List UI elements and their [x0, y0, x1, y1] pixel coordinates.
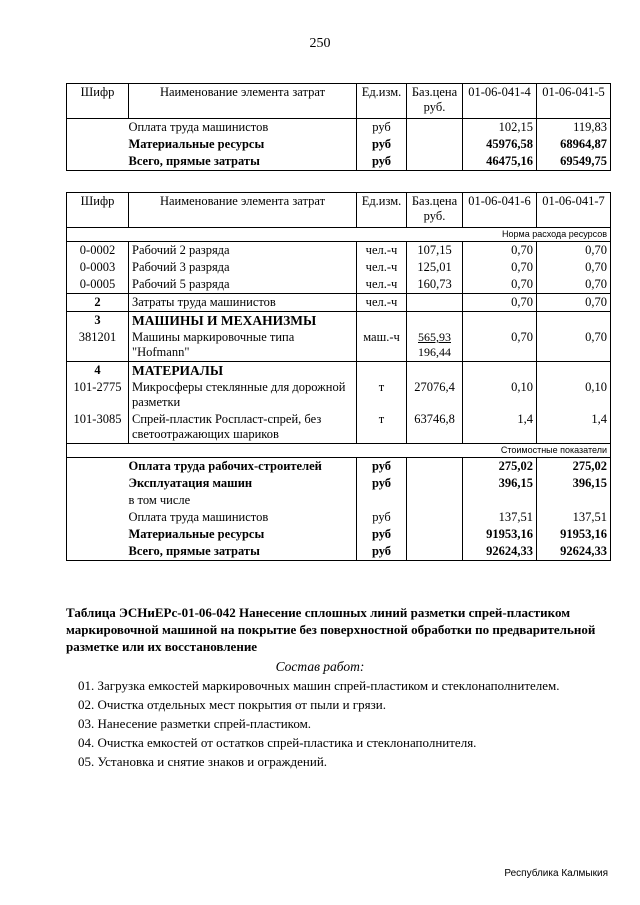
table-row	[67, 136, 611, 153]
row-price: 160,73	[407, 276, 463, 294]
row-unit: чел.-ч	[357, 294, 407, 312]
list-item: 03. Нанесение разметки спрей-пластиком.	[78, 716, 312, 731]
row-value-2: 396,15	[537, 475, 611, 492]
row-value-2: 275,02	[537, 458, 611, 476]
header-unit: Ед.изм.	[357, 193, 407, 228]
row-name: Затраты труда машинистов	[129, 294, 357, 312]
row-value-1: 102,15	[463, 119, 537, 137]
row-value-1: 1,4	[463, 411, 537, 444]
row-unit: маш.-ч	[357, 329, 407, 362]
row-value-1: 91953,16	[463, 526, 537, 543]
section-row	[67, 362, 611, 380]
row-value-2: 92624,33	[537, 543, 611, 561]
row-value-2	[537, 492, 611, 509]
table-row	[67, 329, 611, 362]
row-name: Всего, прямые затраты	[129, 543, 357, 561]
row-name: Оплата труда машинистов	[128, 120, 269, 134]
norm-label: Норма расхода ресурсов	[67, 228, 611, 242]
row-price: 125,01	[407, 259, 463, 276]
header-base-price: Баз.цена руб.	[407, 193, 463, 228]
row-unit: руб	[357, 509, 407, 526]
row-name: Эксплуатация машин	[128, 476, 253, 490]
row-value-2: 69549,75	[537, 153, 611, 171]
row-unit: руб	[357, 119, 407, 137]
header-col-041-4: 01-06-041-4	[463, 84, 537, 119]
row-value-2: 0,70	[537, 329, 611, 362]
row-unit: руб	[357, 526, 407, 543]
row-code: 381201	[67, 329, 129, 362]
list-item: 04. Очистка емкостей от остатков спрей-пластика и стеклонаполнителя.	[78, 735, 477, 750]
row-unit: чел.-ч	[357, 259, 407, 276]
row-value-1: 0,70	[463, 259, 537, 276]
header-code: Шифр	[67, 193, 129, 228]
row-unit: чел.-ч	[357, 242, 407, 260]
row-name: Рабочий 3 разряда	[129, 259, 357, 276]
row-value-1: 92624,33	[463, 543, 537, 561]
table-row	[67, 526, 611, 543]
row-value-1: 137,51	[463, 509, 537, 526]
table-row	[67, 411, 611, 444]
row-value-1: 45976,58	[463, 136, 537, 153]
page-number: 250	[309, 36, 331, 51]
row-unit: чел.-ч	[357, 276, 407, 294]
row-name: в том числе	[128, 493, 191, 507]
row-name: Всего, прямые затраты	[129, 153, 357, 171]
cost-table-041-4-5	[66, 83, 611, 171]
row-code: 2	[67, 294, 129, 312]
table-row	[67, 458, 611, 476]
table-row	[67, 379, 611, 411]
table-row	[67, 475, 611, 492]
row-price: 27076,4	[407, 379, 463, 411]
row-value-1: 0,70	[463, 329, 537, 362]
row-code: 101-3085	[67, 411, 129, 444]
header-col-041-5: 01-06-041-5	[537, 84, 611, 119]
row-code: 0-0005	[67, 276, 129, 294]
row-unit: руб	[357, 136, 407, 153]
row-unit: руб	[357, 458, 407, 476]
row-value-1	[463, 492, 537, 509]
list-item: 01. Загрузка емкостей маркировочных машин спрей-пластиком и стеклонаполнителем.	[78, 678, 560, 693]
row-value-2: 0,70	[537, 276, 611, 294]
row-price	[407, 329, 463, 362]
price-top: 565,93	[418, 330, 451, 344]
row-value-1: 275,02	[463, 458, 537, 476]
table-row	[67, 294, 611, 312]
section-title: МАШИНЫ И МЕХАНИЗМЫ	[129, 312, 357, 330]
works-list	[78, 676, 608, 771]
row-name: Спрей-пластик Роспласт-спрей, без светоотражающих шариков	[129, 411, 357, 444]
cost-label: Стоимостные показатели	[67, 444, 611, 458]
header-name: Наименование элемента затрат	[129, 193, 357, 228]
table-row	[67, 242, 611, 260]
header-col-041-6: 01-06-041-6	[463, 193, 537, 228]
row-value-2: 0,70	[537, 259, 611, 276]
header-name: Наименование элемента затрат	[129, 84, 357, 119]
header-unit: Ед.изм.	[357, 84, 407, 119]
norm-label-row	[67, 228, 611, 242]
row-value-1: 0,70	[463, 242, 537, 260]
table-row	[67, 543, 611, 561]
row-unit: т	[357, 379, 407, 411]
row-value-1: 396,15	[463, 475, 537, 492]
row-name: Микросферы стеклянные для дорожной разметки	[129, 379, 357, 411]
header-col-041-7: 01-06-041-7	[537, 193, 611, 228]
row-unit: т	[357, 411, 407, 444]
header-base-price: Баз.цена руб.	[407, 84, 463, 119]
row-value-1: 0,10	[463, 379, 537, 411]
row-value-1: 0,70	[463, 294, 537, 312]
row-unit: руб	[357, 153, 407, 171]
table-row	[67, 509, 611, 526]
row-code: 101-2775	[67, 379, 129, 411]
table-row	[67, 276, 611, 294]
row-value-2: 1,4	[537, 411, 611, 444]
row-value-2: 91953,16	[537, 526, 611, 543]
table-row	[67, 153, 611, 171]
header-code: Шифр	[67, 84, 129, 119]
row-unit: руб	[357, 543, 407, 561]
row-unit	[357, 492, 407, 509]
list-item: 02. Очистка отдельных мест покрытия от пыли и грязи.	[78, 697, 386, 712]
row-value-1: 46475,16	[463, 153, 537, 171]
table-caption: Таблица ЭСНиЕРс-01-06-042 Нанесение сплошных линий разметки спрей-пластиком маркировочной машиной на покрытие без поверхностной обработки по предварительной разметке или их восстановление	[66, 605, 596, 654]
row-name: Материальные ресурсы	[128, 527, 265, 541]
row-value-2: 119,83	[537, 119, 611, 137]
row-value-2: 68964,87	[537, 136, 611, 153]
cost-table-041-6-7	[66, 192, 611, 561]
row-code: 0-0003	[67, 259, 129, 276]
row-name: Оплата труда рабочих-строителей	[129, 458, 357, 476]
section-title: МАТЕРИАЛЫ	[129, 362, 357, 380]
section-code: 3	[67, 312, 129, 330]
row-value-2: 137,51	[537, 509, 611, 526]
footer-region: Республика Калмыкия	[504, 868, 608, 879]
row-name: Материальные ресурсы	[128, 137, 265, 151]
row-value-2: 0,70	[537, 294, 611, 312]
section-code: 4	[67, 362, 129, 380]
row-name: Машины маркировочные типа "Hofmann"	[129, 329, 357, 362]
table-row	[67, 259, 611, 276]
list-item: 05. Установка и снятие знаков и ограждений.	[78, 754, 328, 769]
row-name: Оплата труда машинистов	[128, 510, 269, 524]
row-name: Рабочий 2 разряда	[129, 242, 357, 260]
row-value-2: 0,10	[537, 379, 611, 411]
row-price: 107,15	[407, 242, 463, 260]
table-row	[67, 119, 611, 137]
table-header-row	[67, 193, 611, 228]
price-bottom: 196,44	[418, 345, 451, 359]
row-value-1: 0,70	[463, 276, 537, 294]
row-price: 63746,8	[407, 411, 463, 444]
row-code: 0-0002	[67, 242, 129, 260]
row-unit: руб	[357, 475, 407, 492]
row-name: Рабочий 5 разряда	[129, 276, 357, 294]
row-value-2: 0,70	[537, 242, 611, 260]
works-title: Состав работ:	[275, 659, 365, 674]
table-header-row	[67, 84, 611, 119]
section-row	[67, 312, 611, 330]
table-row	[67, 492, 611, 509]
cost-label-row	[67, 444, 611, 458]
